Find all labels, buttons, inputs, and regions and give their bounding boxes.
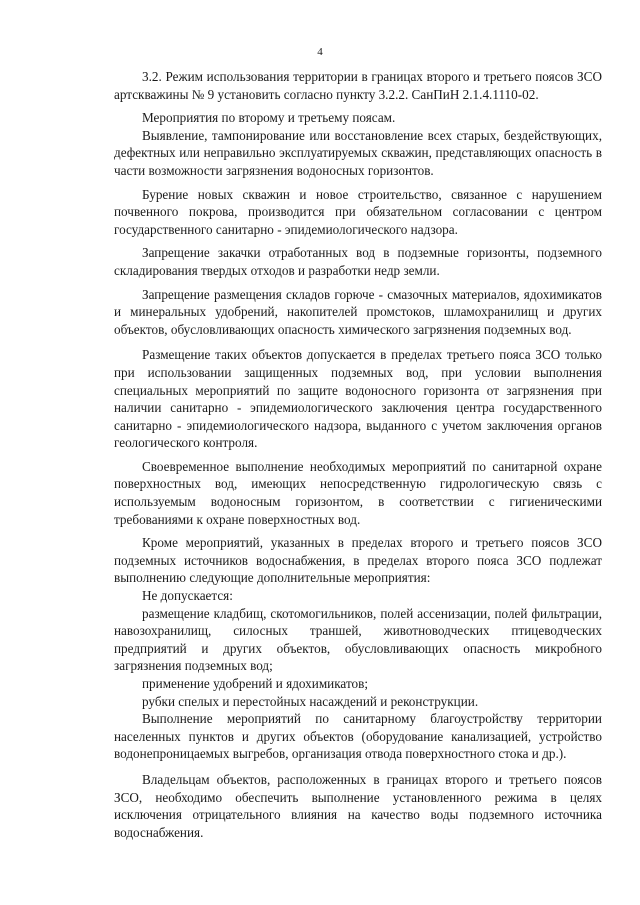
paragraph-placement-conditions: Размещение таких объектов допускается в пределах третьего пояса ЗСО только при использовании защищенных подземных вод, при условии выполнения специальных мероприятий по защите водоносного горизонта от загрязнения при наличии санитарно - эпидемиологического заключения центра государственного санитарно - эпидемиологического надзора, выданного с учетом заключения органов геологического контроля. bbox=[114, 347, 602, 451]
paragraph-logging: рубки спелых и перестойных насаждений и реконструкции. bbox=[142, 693, 479, 709]
paragraph-owners: Владельцам объектов, расположенных в границах второго и третьего поясов ЗСО, необходимо обеспечить выполнение установленного режима в целях исключения отрицательного влияния на качество воды подземного источника водоснабжения. bbox=[114, 771, 602, 840]
paragraph-sanitation: Выполнение мероприятий по санитарному благоустройству территории населенных пунктов и других объектов (оборудование канализацией, устройство водонепроницаемых выгребов, организация отвода поверхностного стока и др.). bbox=[114, 711, 602, 762]
paragraph-not-allowed: Не допускается: bbox=[142, 588, 233, 604]
paragraph-surface-water: Своевременное выполнение необходимых мероприятий по санитарной охране поверхностных вод, имеющих непосредственную гидрологическую связь с используемым водоносным горизонтом, в соответствии с гигиеническими требованиями к охране поверхностных вод. bbox=[114, 458, 602, 527]
paragraph-storage-ban: Запрещение размещения складов горюче - смазочных материалов, ядохимикатов и минеральных удобрений, накопителей промстоков, шламохранилищ и других объектов, обусловливающих опасность химического загрязнения подземных вод. bbox=[114, 286, 602, 337]
paragraph-injection-ban: Запрещение закачки отработанных вод в подземные горизонты, подземного складирования твердых отходов и разработки недр земли. bbox=[114, 245, 602, 278]
paragraph-fertilizers: применение удобрений и ядохимикатов; bbox=[142, 676, 369, 691]
paragraph-additional-measures: Кроме мероприятий, указанных в пределах второго и третьего поясов ЗСО подземных источников водоснабжения, в пределах второго пояса ЗСО подлежат выполнению следующие дополнительные мероприятия: bbox=[114, 535, 602, 586]
page-number: 4 bbox=[317, 46, 323, 58]
paragraph-measures-heading: Мероприятия по второму и третьему поясам. bbox=[142, 110, 396, 126]
paragraph-well-detection: Выявление, тампонирование или восстановление всех старых, бездействующих, дефектных или неправильно эксплуатируемых скважин, представляющих опасность в части возможности загрязнения водоносных горизонтов. bbox=[114, 127, 602, 178]
paragraph-new-drilling: Бурение новых скважин и новое строительство, связанное с нарушением почвенного покрова, производится при обязательном согласовании с центром государственного санитарно - эпидемиологического надзора. bbox=[114, 186, 602, 237]
paragraph-cemeteries: размещение кладбищ, скотомогильников, полей ассенизации, полей фильтрации, навозохранилищ, силосных траншей, животноводческих птицеводческих предприятий и других объектов, обусловливающих опасность микробного загрязнения подземных вод; bbox=[114, 605, 602, 674]
paragraph-section-3-2: 3.2. Режим использования территории в границах второго и третьего поясов ЗСО артскважины № 9 установить согласно пункту 3.2.2. СанПиН 2.1.4.1110-02. bbox=[114, 69, 602, 102]
document-body bbox=[114, 68, 602, 841]
